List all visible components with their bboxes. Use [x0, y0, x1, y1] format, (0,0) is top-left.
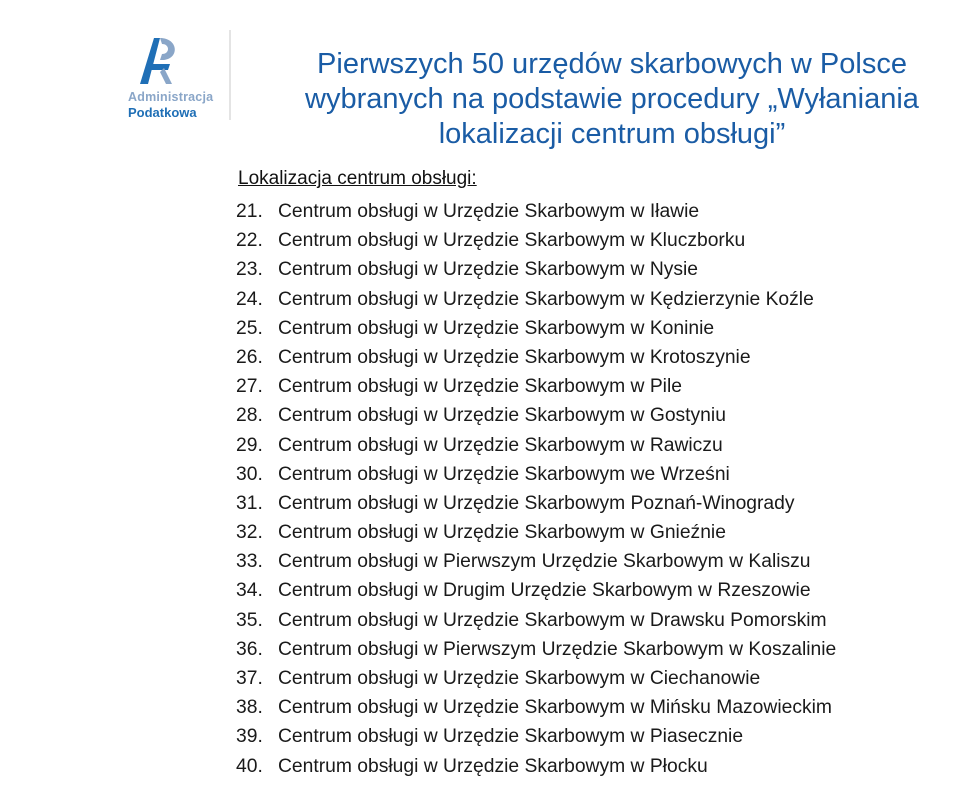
list-item	[236, 693, 836, 722]
list-item	[236, 197, 836, 226]
list-item-text: Centrum obsługi w Urzędzie Skarbowym Poznań-Winogrady	[278, 492, 795, 514]
list-item-text: Centrum obsługi w Urzędzie Skarbowym w Nysie	[278, 259, 699, 281]
list-item-text: Centrum obsługi w Urzędzie Skarbowym w Płocku	[278, 755, 708, 777]
list-item	[236, 401, 836, 430]
list-item	[236, 314, 836, 343]
list-item-number: 28.	[236, 405, 263, 427]
list-item-number: 27.	[236, 376, 263, 398]
list-item-text: Centrum obsługi w Urzędzie Skarbowym w Ciechanowie	[278, 668, 761, 689]
list-item-number: 38.	[236, 697, 263, 719]
list-item-text: Centrum obsługi w Pierwszym Urzędzie Skarbowym w Koszalinie	[278, 638, 837, 660]
list-item	[236, 518, 836, 547]
list-item-number: 33.	[236, 551, 263, 573]
list-item-number: 22.	[236, 230, 263, 252]
list-item-text: Centrum obsługi w Urzędzie Skarbowym we Wrześni	[278, 463, 730, 485]
list-item	[236, 664, 836, 693]
list-item-text: Centrum obsługi w Urzędzie Skarbowym w Gostyniu	[278, 405, 726, 427]
title-line-3: lokalizacji centrum obsługi”	[438, 118, 786, 150]
list-item	[236, 635, 836, 664]
list-item-number: 35.	[236, 609, 263, 631]
list-item	[236, 255, 836, 284]
list-item-number: 24.	[236, 288, 263, 310]
logo-line-2: Podatkowa	[128, 105, 197, 120]
list-item-number: 40.	[236, 755, 263, 777]
list-item-number: 30.	[236, 463, 263, 485]
list-item	[236, 431, 836, 460]
list-item-text: Centrum obsługi w Urzędzie Skarbowym w Iławie	[278, 201, 700, 222]
list-item-number: 25.	[236, 317, 263, 339]
list-item-number: 39.	[236, 726, 263, 748]
list-item	[236, 372, 836, 401]
list-item	[236, 547, 836, 576]
list-item-number: 29.	[236, 434, 263, 456]
list-item	[236, 489, 836, 518]
list-item-number: 21.	[236, 201, 263, 222]
list-item-number: 36.	[236, 638, 263, 660]
list-item-number: 26.	[236, 346, 263, 368]
list-item-text: Centrum obsługi w Pierwszym Urzędzie Skarbowym w Kaliszu	[278, 551, 811, 573]
section-heading: Lokalizacja centrum obsługi:	[238, 168, 477, 189]
list-item-text: Centrum obsługi w Drugim Urzędzie Skarbowym w Rzeszowie	[278, 580, 811, 602]
list-item	[236, 606, 836, 635]
title-line-1: Pierwszych 50 urzędów skarbowych w Polsce	[317, 48, 907, 80]
list-item	[236, 343, 836, 372]
list-item-text: Centrum obsługi w Urzędzie Skarbowym w Kędzierzynie Koźle	[278, 288, 814, 310]
list-item-text: Centrum obsługi w Urzędzie Skarbowym w Kluczborku	[278, 230, 746, 252]
logo-line-1: Administracja	[128, 90, 214, 104]
administracja-podatkowa-logo	[118, 28, 230, 128]
title-line-2: wybranych na podstawie procedury „Wyłaniania	[305, 83, 919, 115]
list-item-number: 31.	[236, 492, 263, 514]
list-item	[236, 752, 836, 781]
page-title	[262, 47, 960, 152]
list-item-text: Centrum obsługi w Urzędzie Skarbowym w Rawiczu	[278, 434, 723, 456]
list-item	[236, 722, 836, 751]
list-item	[236, 226, 836, 255]
list-item	[236, 460, 836, 489]
office-list	[236, 197, 836, 781]
list-item-text: Centrum obsługi w Urzędzie Skarbowym w Piasecznie	[278, 726, 744, 748]
list-item-text: Centrum obsługi w Urzędzie Skarbowym w Mińsku Mazowieckim	[278, 697, 832, 719]
list-item-text: Centrum obsługi w Urzędzie Skarbowym w Gnieźnie	[278, 522, 726, 544]
list-item-number: 37.	[236, 668, 263, 689]
list-item-number: 34.	[236, 580, 263, 602]
list-item-number: 32.	[236, 522, 263, 544]
list-item-text: Centrum obsługi w Urzędzie Skarbowym w Drawsku Pomorskim	[278, 609, 827, 631]
list-item-text: Centrum obsługi w Urzędzie Skarbowym w Krotoszynie	[278, 346, 751, 368]
logo-divider	[229, 30, 231, 120]
ap-emblem-icon	[130, 28, 186, 88]
list-item	[236, 576, 836, 605]
list-item	[236, 285, 836, 314]
list-item-number: 23.	[236, 259, 263, 281]
list-item-text: Centrum obsługi w Urzędzie Skarbowym w Koninie	[278, 317, 715, 339]
list-item-text: Centrum obsługi w Urzędzie Skarbowym w Pile	[278, 376, 682, 398]
